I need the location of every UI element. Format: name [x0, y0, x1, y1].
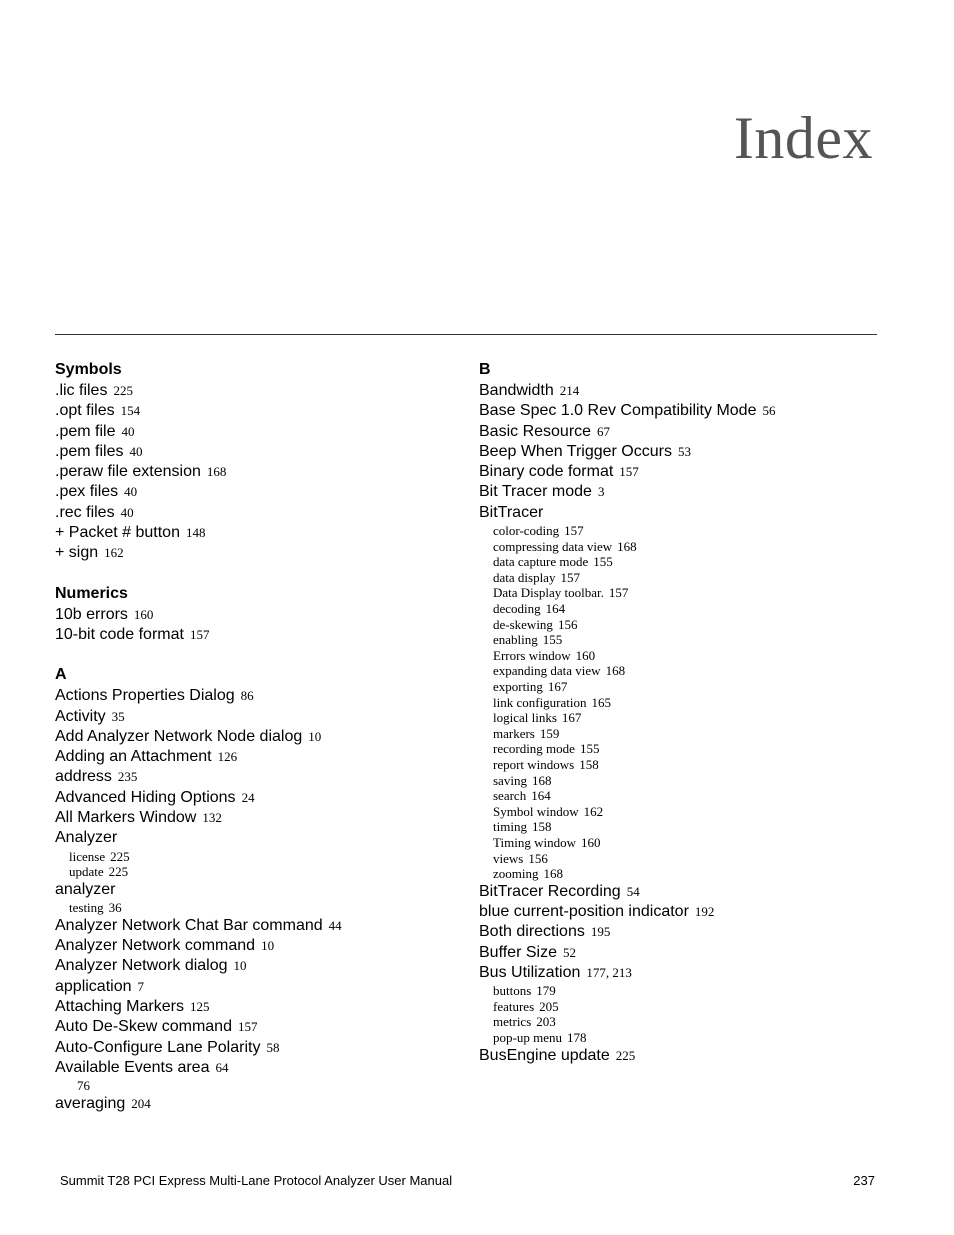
index-term: .pex files: [55, 483, 119, 501]
index-entry: [479, 882, 899, 902]
page-reference: 126: [217, 749, 238, 765]
page-reference: 54: [626, 883, 640, 899]
page-reference: 40: [120, 504, 134, 520]
index-entry: [55, 422, 455, 442]
index-term: BitTracer Recording: [479, 882, 621, 900]
index-entry: [55, 916, 455, 936]
index-entry: [479, 482, 899, 502]
page-reference: 155: [542, 632, 563, 648]
page-reference: 165: [591, 694, 612, 710]
index-entry: [55, 727, 455, 747]
index-term: .pem file: [55, 422, 116, 440]
index-term: 10b errors: [55, 605, 128, 623]
index-entry: [479, 381, 899, 401]
index-subentry: [479, 757, 899, 773]
index-term: Analyzer Network dialog: [55, 957, 228, 975]
index-entry: [55, 503, 455, 523]
page-reference: 167: [547, 679, 568, 695]
index-term: Analyzer Network command: [55, 937, 256, 955]
page-reference: 205: [539, 998, 559, 1014]
index-subentry: [479, 804, 899, 820]
index-term: Attaching Markers: [55, 997, 184, 1015]
page-reference: 64: [215, 1059, 229, 1075]
index-term: + Packet # button: [55, 524, 180, 542]
index-entry: [55, 808, 455, 828]
page-reference: 164: [531, 788, 551, 804]
index-term: Bus Utilization: [479, 963, 581, 981]
page-reference: 225: [110, 848, 130, 864]
section-gap: [55, 645, 455, 663]
page-reference: 160: [133, 606, 154, 622]
page-reference: 132: [202, 810, 222, 826]
index-entry: [55, 381, 455, 401]
index-term: Data Display toolbar.: [493, 585, 604, 601]
index-entry: [55, 523, 455, 543]
index-term: recording mode: [493, 741, 575, 757]
page-reference: 40: [124, 484, 138, 500]
page-reference: 7: [137, 978, 144, 994]
index-term: .pem files: [55, 442, 124, 460]
index-term: analyzer: [55, 880, 116, 898]
index-term: Base Spec 1.0 Rev Compatibility Mode: [479, 402, 757, 420]
index-subentry: [479, 539, 899, 555]
index-entry: [55, 1094, 455, 1114]
page-reference: 158: [531, 819, 552, 835]
index-term: markers: [493, 725, 535, 741]
index-term: link configuration: [493, 694, 587, 710]
page-reference: 10: [308, 728, 322, 744]
title-divider: [55, 334, 877, 335]
index-entry: [55, 956, 455, 976]
page-reference: 157: [619, 464, 639, 480]
index-subentry: [479, 741, 899, 757]
index-subentry: [479, 679, 899, 695]
index-subentry: [479, 726, 899, 742]
index-subentry: [479, 663, 899, 679]
index-entry: [55, 543, 455, 563]
index-term: saving: [493, 772, 527, 788]
page-reference: 225: [113, 383, 133, 398]
page-reference: 164: [545, 601, 566, 617]
index-term: Binary code format: [479, 463, 614, 481]
index-entry: [479, 503, 899, 523]
index-entry: [55, 1017, 455, 1037]
index-term: .rec files: [55, 503, 115, 521]
index-entry: [55, 605, 455, 625]
page-reference: 168: [617, 538, 637, 554]
index-subentry: [479, 554, 899, 570]
page-reference: 160: [575, 647, 596, 663]
index-column-right: [479, 358, 899, 1066]
index-subentry: [479, 983, 899, 999]
index-subentry: [479, 773, 899, 789]
page-reference: 76: [77, 1078, 90, 1094]
index-entry: [55, 767, 455, 787]
index-subentry: [55, 849, 455, 865]
index-term: Buffer Size: [479, 943, 557, 961]
page-reference: 195: [590, 924, 611, 940]
index-term: BusEngine update: [479, 1046, 610, 1064]
index-term: Available Events area: [55, 1058, 210, 1076]
index-term: BitTracer: [479, 503, 544, 521]
index-entry: [55, 1038, 455, 1058]
index-term: exporting: [493, 679, 543, 695]
page-reference: 86: [240, 688, 254, 704]
index-term: Beep When Trigger Occurs: [479, 442, 672, 460]
page-reference: 162: [104, 545, 124, 561]
index-entry: [55, 707, 455, 727]
page-reference: 192: [694, 904, 715, 920]
page-reference: 159: [539, 725, 560, 741]
page-reference: 158: [579, 756, 599, 772]
page-reference: 162: [583, 803, 604, 819]
index-subentry: [479, 632, 899, 648]
index-term: data capture mode: [493, 554, 589, 570]
page-reference: 154: [120, 403, 141, 419]
index-term: + sign: [55, 544, 99, 562]
page-reference: 157: [560, 569, 580, 585]
index-entry: [479, 401, 899, 421]
index-term: enabling: [493, 632, 538, 648]
page-reference: 125: [189, 998, 210, 1014]
index-section-heading: Numerics: [55, 584, 128, 602]
index-term: views: [493, 850, 524, 866]
page-reference: 168: [531, 772, 552, 788]
page-reference: 168: [543, 866, 563, 882]
index-term: Symbol window: [493, 803, 579, 819]
index-term: timing: [493, 819, 527, 835]
page-reference: 24: [241, 789, 255, 805]
index-term: compressing data view: [493, 538, 613, 554]
page-reference: 10: [261, 938, 275, 954]
page-reference: 35: [111, 708, 125, 724]
page-reference: 235: [117, 769, 138, 785]
index-term: .peraw file extension: [55, 463, 201, 481]
page-reference: 204: [131, 1095, 151, 1111]
index-term: Activity: [55, 707, 106, 725]
page-reference: 10: [233, 958, 247, 974]
page-reference: 67: [597, 423, 611, 439]
page-title: Index: [733, 105, 873, 171]
index-term: Bandwidth: [479, 382, 554, 399]
index-entry: [479, 943, 899, 963]
index-term: Add Analyzer Network Node dialog: [55, 727, 303, 745]
page-reference: 58: [266, 1039, 280, 1055]
index-subentry: [479, 601, 899, 617]
index-term: All Markers Window: [55, 809, 197, 827]
page-reference: 214: [559, 383, 580, 398]
page-reference: 156: [557, 616, 578, 632]
index-entry: [55, 401, 455, 421]
index-term: metrics: [493, 1014, 532, 1030]
index-subentry: [479, 1030, 899, 1046]
index-term: Bit Tracer mode: [479, 483, 592, 501]
page-reference: 53: [677, 443, 691, 459]
index-term: zooming: [493, 866, 539, 882]
index-subentry: [479, 1014, 899, 1030]
footer-manual-title: Summit T28 PCI Express Multi-Lane Protocol Analyzer User Manual: [60, 1173, 453, 1188]
index-term: Timing window: [493, 834, 576, 850]
page-reference: 167: [561, 710, 582, 726]
index-entry: [55, 747, 455, 767]
index-entry: [55, 997, 455, 1017]
index-subentry: [479, 851, 899, 867]
index-subentry: [55, 900, 455, 916]
index-term: report windows: [493, 756, 575, 772]
index-subentry: [479, 648, 899, 664]
index-entry: [55, 442, 455, 462]
index-entry: [55, 880, 455, 900]
page-reference: 148: [185, 525, 206, 541]
page-reference: 157: [608, 585, 629, 601]
page-reference: 157: [237, 1019, 258, 1035]
index-entry: [55, 482, 455, 502]
index-entry: [55, 686, 455, 706]
index-entry: [479, 1046, 899, 1066]
index-section-heading: B: [479, 361, 491, 378]
index-term: logical links: [493, 710, 557, 726]
index-entry: [55, 462, 455, 482]
index-term: expanding data view: [493, 663, 601, 679]
index-entry: [55, 625, 455, 645]
page-reference: 3: [597, 484, 605, 500]
index-term: Advanced Hiding Options: [55, 788, 236, 806]
index-term: application: [55, 977, 132, 995]
index-term: license: [69, 848, 106, 864]
index-entry: [479, 442, 899, 462]
page-reference: 157: [189, 626, 210, 642]
index-term: buttons: [493, 983, 532, 999]
index-term: decoding: [493, 601, 541, 617]
index-term: features: [493, 998, 535, 1014]
index-term: Auto-Configure Lane Polarity: [55, 1038, 261, 1056]
index-subentry: [479, 710, 899, 726]
page-reference: 40: [129, 443, 143, 459]
index-term: update: [69, 864, 104, 880]
page-reference: 36: [108, 900, 122, 916]
page-reference: 157: [564, 523, 584, 539]
index-term: Auto De-Skew command: [55, 1018, 232, 1036]
page-reference: 168: [605, 663, 626, 679]
index-entry: [479, 462, 899, 482]
section-gap: [55, 564, 455, 582]
index-term: Errors window: [493, 647, 571, 663]
page-reference: 160: [580, 834, 601, 850]
index-subentry: [55, 864, 455, 880]
index-entry: [55, 828, 455, 848]
index-term: Both directions: [479, 923, 585, 941]
footer-page-number: 237: [853, 1173, 875, 1188]
page-reference: 44: [328, 917, 342, 933]
page-reference: 225: [615, 1047, 636, 1063]
index-entry: [55, 1058, 455, 1078]
page-reference: 155: [593, 554, 613, 570]
index-subentry: [479, 999, 899, 1015]
page-reference: 203: [536, 1014, 556, 1030]
index-term: .lic files: [55, 382, 108, 399]
index-term: 10-bit code format: [55, 625, 184, 643]
index-term: Actions Properties Dialog: [55, 687, 235, 705]
page-reference: 56: [762, 403, 776, 419]
page-reference: 52: [562, 944, 576, 960]
index-subentry: [479, 866, 899, 882]
index-term: de-skewing: [493, 616, 553, 632]
index-subentry: [479, 617, 899, 633]
index-term: address: [55, 768, 112, 786]
index-subentry: [479, 523, 899, 539]
page-reference: 155: [579, 741, 600, 757]
index-subentry: [479, 835, 899, 851]
page-reference: 40: [121, 423, 135, 439]
index-term: Adding an Attachment: [55, 748, 212, 766]
page-reference: 156: [528, 850, 548, 866]
index-section-heading: Symbols: [55, 361, 122, 378]
index-subentry: [479, 570, 899, 586]
index-subentry: [479, 819, 899, 835]
index-entry: [479, 902, 899, 922]
index-subentry: [479, 695, 899, 711]
index-column-left: [55, 358, 455, 1114]
page-reference: 179: [536, 983, 556, 999]
page-reference: 177, 213: [586, 964, 632, 980]
index-entry: [55, 936, 455, 956]
index-entry: [479, 922, 899, 942]
page-reference: 178: [566, 1030, 587, 1045]
page-reference: 168: [206, 464, 227, 480]
index-term: testing: [69, 900, 104, 916]
index-term: Analyzer Network Chat Bar command: [55, 916, 323, 934]
index-term: search: [493, 788, 527, 804]
index-subentry: [55, 1078, 455, 1094]
index-term: averaging: [55, 1094, 126, 1112]
page-reference: 225: [108, 864, 129, 880]
index-term: blue current-position indicator: [479, 903, 689, 921]
index-term: .opt files: [55, 402, 115, 420]
index-term: color-coding: [493, 523, 560, 539]
index-subentry: [479, 788, 899, 804]
index-term: data display: [493, 569, 556, 585]
index-entry: [55, 977, 455, 997]
index-section-heading: A: [55, 666, 67, 684]
index-subentry: [479, 585, 899, 601]
index-term: Basic Resource: [479, 422, 592, 440]
index-entry: [479, 963, 899, 983]
index-entry: [55, 788, 455, 808]
index-term: Analyzer: [55, 829, 118, 847]
index-term: pop-up menu: [493, 1030, 562, 1045]
index-entry: [479, 422, 899, 442]
